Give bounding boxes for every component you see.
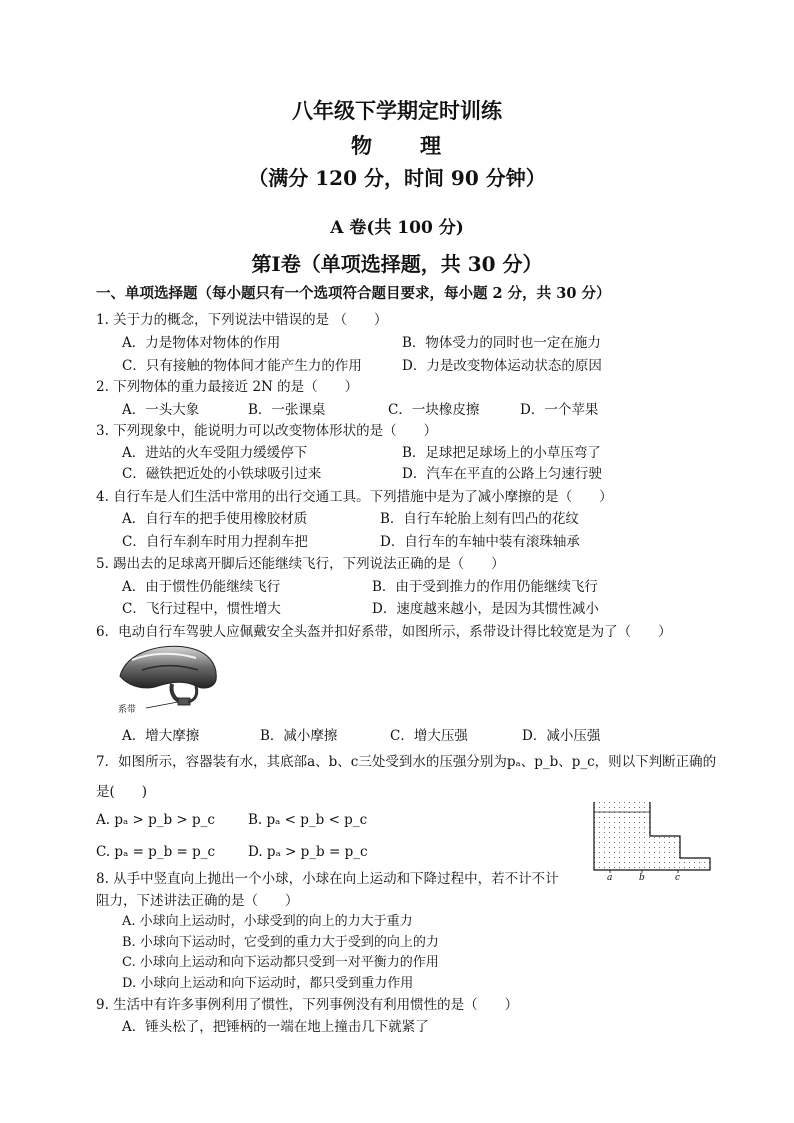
question-7-stem-line2: 是( ) (96, 784, 148, 800)
question-2-option-b: B．一张课桌 (248, 402, 326, 418)
question-9-stem: 9. 生活中有许多事例利用了惯性，下列事例没有利用惯性的是（ ） (96, 997, 519, 1013)
figure-label-b: b (639, 873, 645, 883)
question-6-stem: 6．电动自行车驾驶人应佩戴安全头盔并扣好系带，如图所示，系带设计得比较宽是为了（ ） (96, 624, 672, 640)
question-8-option-b: B. 小球向下运动时，它受到的重力大于受到的向上的力 (122, 935, 439, 950)
question-4-option-d: D．自行车的车轴中装有滚珠轴承 (380, 534, 580, 550)
question-3-stem: 3. 下列现象中，能说明力可以改变物体形状的是（ ） (96, 423, 438, 439)
question-5-option-d: D．速度越来越小，是因为其惯性减小 (372, 601, 599, 617)
question-1-option-a: A．力是物体对物体的作用 (122, 335, 281, 351)
question-4-option-c: C．自行车刹车时用力捏刹车把 (122, 534, 308, 550)
question-8-option-d: D. 小球向上运动和向下运动时，都只受到重力作用 (122, 976, 414, 991)
exam-title: 八年级下学期定时训练 (292, 98, 502, 123)
question-3-option-b: B．足球把足球场上的小草压弯了 (402, 445, 601, 461)
question-9-option-a: A．锤头松了，把锤柄的一端在地上撞击几下就紧了 (122, 1019, 429, 1035)
question-6-option-b: B．减小摩擦 (260, 728, 338, 744)
score-time: （满分 120 分，时间 90 分钟） (248, 166, 546, 190)
question-7-option-a: A. pₐ > p_b > p_c (96, 812, 215, 828)
part-a-title: A 卷(共 100 分) (330, 218, 464, 238)
question-3-option-a: A．进站的火车受阻力缓缓停下 (122, 445, 308, 461)
question-7-option-c: C. pₐ = p_b = p_c (96, 844, 216, 860)
question-7-option-d: D. pₐ > p_b = p_c (248, 844, 368, 860)
question-2-option-a: A．一头大象 (122, 402, 200, 418)
question-8-stem-line2: 阻力，下述讲法正确的是（ ） (96, 893, 299, 909)
helmet-strap-label: 系带 (118, 705, 137, 715)
question-7-option-b: B. pₐ < p_b < p_c (248, 812, 368, 828)
question-4-option-a: A．自行车的把手使用橡胶材质 (122, 511, 308, 527)
question-2-option-d: D．一个苹果 (520, 402, 599, 418)
question-1-option-b: B．物体受力的同时也一定在施力 (402, 335, 601, 351)
question-8-option-c: C. 小球向上运动和向下运动都只受到一对平衡力的作用 (122, 955, 439, 970)
question-6-option-a: A．增大摩擦 (122, 728, 200, 744)
subject-title: 物 理 (351, 133, 443, 158)
question-6-option-d: D．减小压强 (522, 728, 601, 744)
question-8-option-a: A. 小球向上运动时，小球受到的向上的力大于重力 (122, 914, 413, 929)
question-1-option-d: D．力是改变物体运动状态的原因 (402, 358, 602, 374)
section-heading: 一、单项选择题（每小题只有一个选项符合题目要求，每小题 2 分，共 30 分） (96, 285, 611, 302)
question-1-stem: 1. 关于力的概念，下列说法中错误的是 （ ） (96, 312, 388, 328)
question-4-option-b: B．自行车轮胎上刻有凹凸的花纹 (380, 511, 579, 527)
question-6-option-c: C．增大压强 (390, 728, 468, 744)
question-5-option-b: B．由于受到推力的作用仍能继续飞行 (372, 579, 598, 595)
question-3-option-c: C．磁铁把近处的小铁球吸引过来 (122, 466, 322, 482)
figure-label-c: c (675, 873, 681, 883)
figure-label-a: a (607, 873, 613, 883)
question-5-stem: 5. 踢出去的足球离开脚后还能继续飞行，下列说法正确的是（ ） (96, 556, 505, 572)
volume-title: 第Ⅰ卷（单项选择题，共 30 分） (251, 252, 543, 276)
question-2-stem: 2. 下列物体的重力最接近 2N 的是（ ） (96, 379, 359, 395)
question-2-option-c: C．一块橡皮擦 (388, 402, 480, 418)
question-4-stem: 4. 自行车是人们生活中常用的出行交通工具。下列措施中是为了减小摩擦的是（ ） (96, 489, 613, 505)
question-7-stem-line1: 7．如图所示，容器装有水，其底部a、b、c三处受到水的压强分别为pₐ、p_b、p_c，则以下判断正确的 (96, 754, 717, 770)
question-1-option-c: C．只有接触的物体间才能产生力的作用 (122, 358, 362, 374)
question-5-option-c: C．飞行过程中，惯性增大 (122, 601, 281, 617)
question-5-option-a: A．由于惯性仍能继续飞行 (122, 579, 281, 595)
question-3-option-d: D．汽车在平直的公路上匀速行驶 (402, 466, 602, 482)
question-8-stem-line1: 8. 从手中竖直向上抛出一个小球，小球在向上运动和下降过程中，若不计不计 (96, 871, 559, 887)
